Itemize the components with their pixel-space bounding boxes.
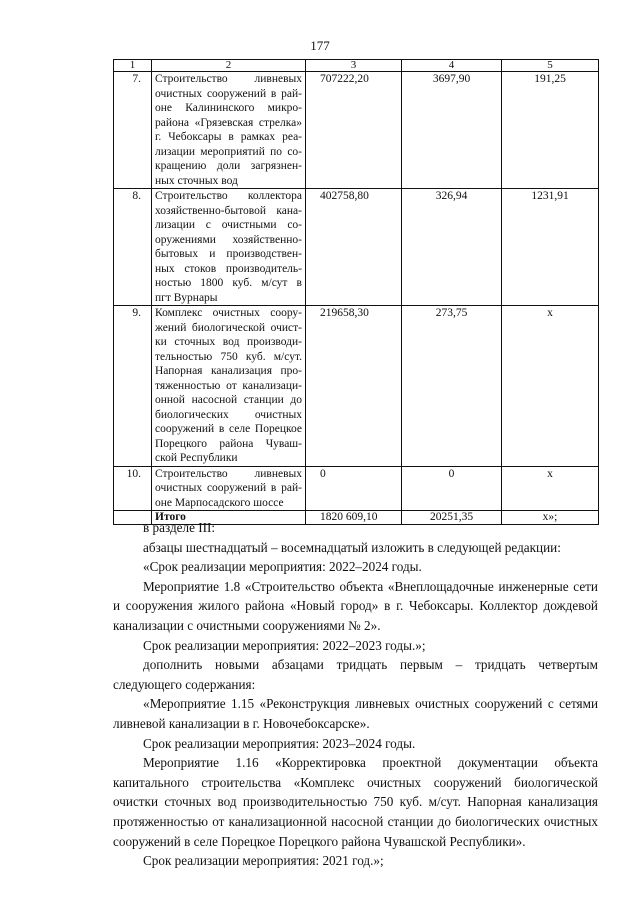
description-line: пгт Вурнары (155, 291, 218, 304)
total-value-col4: 20251,35 (402, 511, 502, 525)
description-line: района «Грязевская стрелка» (155, 116, 302, 129)
page-number: 177 (310, 38, 330, 53)
description-line: ностью 1800 куб. м/сут в (155, 277, 302, 289)
col-header-2: 2 (152, 60, 306, 72)
description-line: Комплекс очистных соору- (155, 307, 302, 319)
paragraph-deadline-3: Срок реализации мероприятия: 2023–2024 годы. (143, 735, 416, 751)
row-value-col3: 707222,20 (306, 72, 402, 189)
paragraph-deadline-4: Срок реализации мероприятия: 2021 год.»; (143, 853, 384, 869)
expenditure-table (113, 59, 599, 525)
description-line: Напорная канализация про- (155, 365, 302, 377)
row-number: 10. (114, 466, 152, 511)
row-value-col5: 191,25 (502, 72, 599, 189)
description-line: Строительство коллектора (155, 190, 302, 202)
paragraph-instruction: абзацы шестнадцатый – восемнадцатый изложить в следующей редакции: (143, 539, 561, 555)
description-line: ской Республики (155, 452, 238, 464)
row-number: 8. (114, 189, 152, 306)
row-description (152, 306, 306, 467)
description-line: кращению доли загрязнен- (155, 160, 302, 172)
paragraph-addition: дополнить новыми абзацами тридцать первым – тридцать четвертым следующего содержания: (113, 657, 598, 692)
col-header-5: 5 (502, 60, 599, 72)
row-value-col5: х (502, 466, 599, 511)
table-header-row (114, 60, 599, 72)
row-number: 9. (114, 306, 152, 467)
description-line: оружениями хозяйственно- (155, 233, 302, 246)
paragraph-deadline-1: «Срок реализации мероприятия: 2022–2024 годы. (143, 559, 422, 575)
description-line: Строительство ливневых (155, 73, 302, 85)
description-line: лизации мероприятий по со- (155, 145, 302, 158)
col-header-3: 3 (306, 60, 402, 72)
description-line: тельностью 750 куб. м/сут. (155, 350, 302, 363)
row-value-col5: х (502, 306, 599, 467)
total-value-col5: х»; (502, 511, 599, 525)
col-header-4: 4 (402, 60, 502, 72)
description-line: ных стоков производитель- (155, 262, 302, 275)
description-line: очистных сооружений в рай- (155, 482, 302, 494)
description-line: г. Чебоксары в рамках реа- (155, 131, 302, 143)
row-value-col3: 219658,30 (306, 306, 402, 467)
row-description (152, 72, 306, 189)
table-row (114, 306, 599, 467)
description-line: оне Калининского микро- (155, 102, 302, 114)
description-line: хозяйственно-бытовой кана- (155, 204, 302, 217)
description-line: Порецкого района Чуваш- (155, 437, 302, 450)
row-value-col4: 273,75 (402, 306, 502, 467)
total-label: Итого (152, 511, 306, 525)
description-line: онной насосной станции до (155, 394, 302, 406)
total-value-col3: 1820 609,10 (306, 511, 402, 525)
paragraph-measure-1-15: «Мероприятие 1.15 «Реконструкция ливневых очистных сооружений с сетями ливневой канализации в г. Новочебоксарске». (113, 696, 598, 731)
description-line: бытовых и производствен- (155, 248, 302, 260)
description-line: сооружений в селе Порецкое (155, 423, 302, 435)
description-line: очистных сооружений в рай- (155, 87, 302, 100)
row-value-col3: 402758,80 (306, 189, 402, 306)
paragraph-section: в разделе III: (143, 520, 216, 535)
description-line: ных сточных вод (155, 174, 238, 187)
row-value-col4: 3697,90 (402, 72, 502, 189)
row-number: 7. (114, 72, 152, 189)
row-value-col5: 1231,91 (502, 189, 599, 306)
description-line: жений биологической очист- (155, 321, 302, 334)
description-line: ки сточных вод производи- (155, 336, 302, 348)
row-value-col3: 0 (306, 466, 402, 511)
description-line: лизации с очистными со- (155, 219, 302, 231)
row-description (152, 466, 306, 511)
row-value-col4: 326,94 (402, 189, 502, 306)
description-line: тяженностью от канализаци- (155, 379, 302, 392)
table-row (114, 466, 599, 511)
description-line: оне Марпосадского шоссе (155, 496, 284, 509)
table-row (114, 72, 599, 189)
body-text (113, 518, 598, 871)
col-header-1: 1 (114, 60, 152, 72)
row-description (152, 189, 306, 306)
paragraph-measure-1-8: Мероприятие 1.8 «Строительство объекта «Внеплощадочные инженерные сети и сооружения жилого района «Новый город» в г. Чебоксары. Коллектор дождевой канализации с очистными сооружениями № 2». (113, 578, 598, 633)
description-line: Строительство ливневых (155, 467, 302, 480)
row-value-col4: 0 (402, 466, 502, 511)
description-line: биологических очистных (155, 408, 302, 421)
table-row (114, 189, 599, 306)
paragraph-deadline-2: Срок реализации мероприятия: 2022–2023 годы.»; (143, 637, 426, 653)
paragraph-measure-1-16: Мероприятие 1.16 «Корректировка проектной документации объекта капитального строительства «Комплекс очистных сооружений биологической очистки сточных вод производительностью 750 куб. м/сут. Напорная канализация протяженностью от канализационной насосной станции до биологических очистных сооружений в селе Порецкое Порецкого района Чувашской Республики». (113, 755, 598, 849)
